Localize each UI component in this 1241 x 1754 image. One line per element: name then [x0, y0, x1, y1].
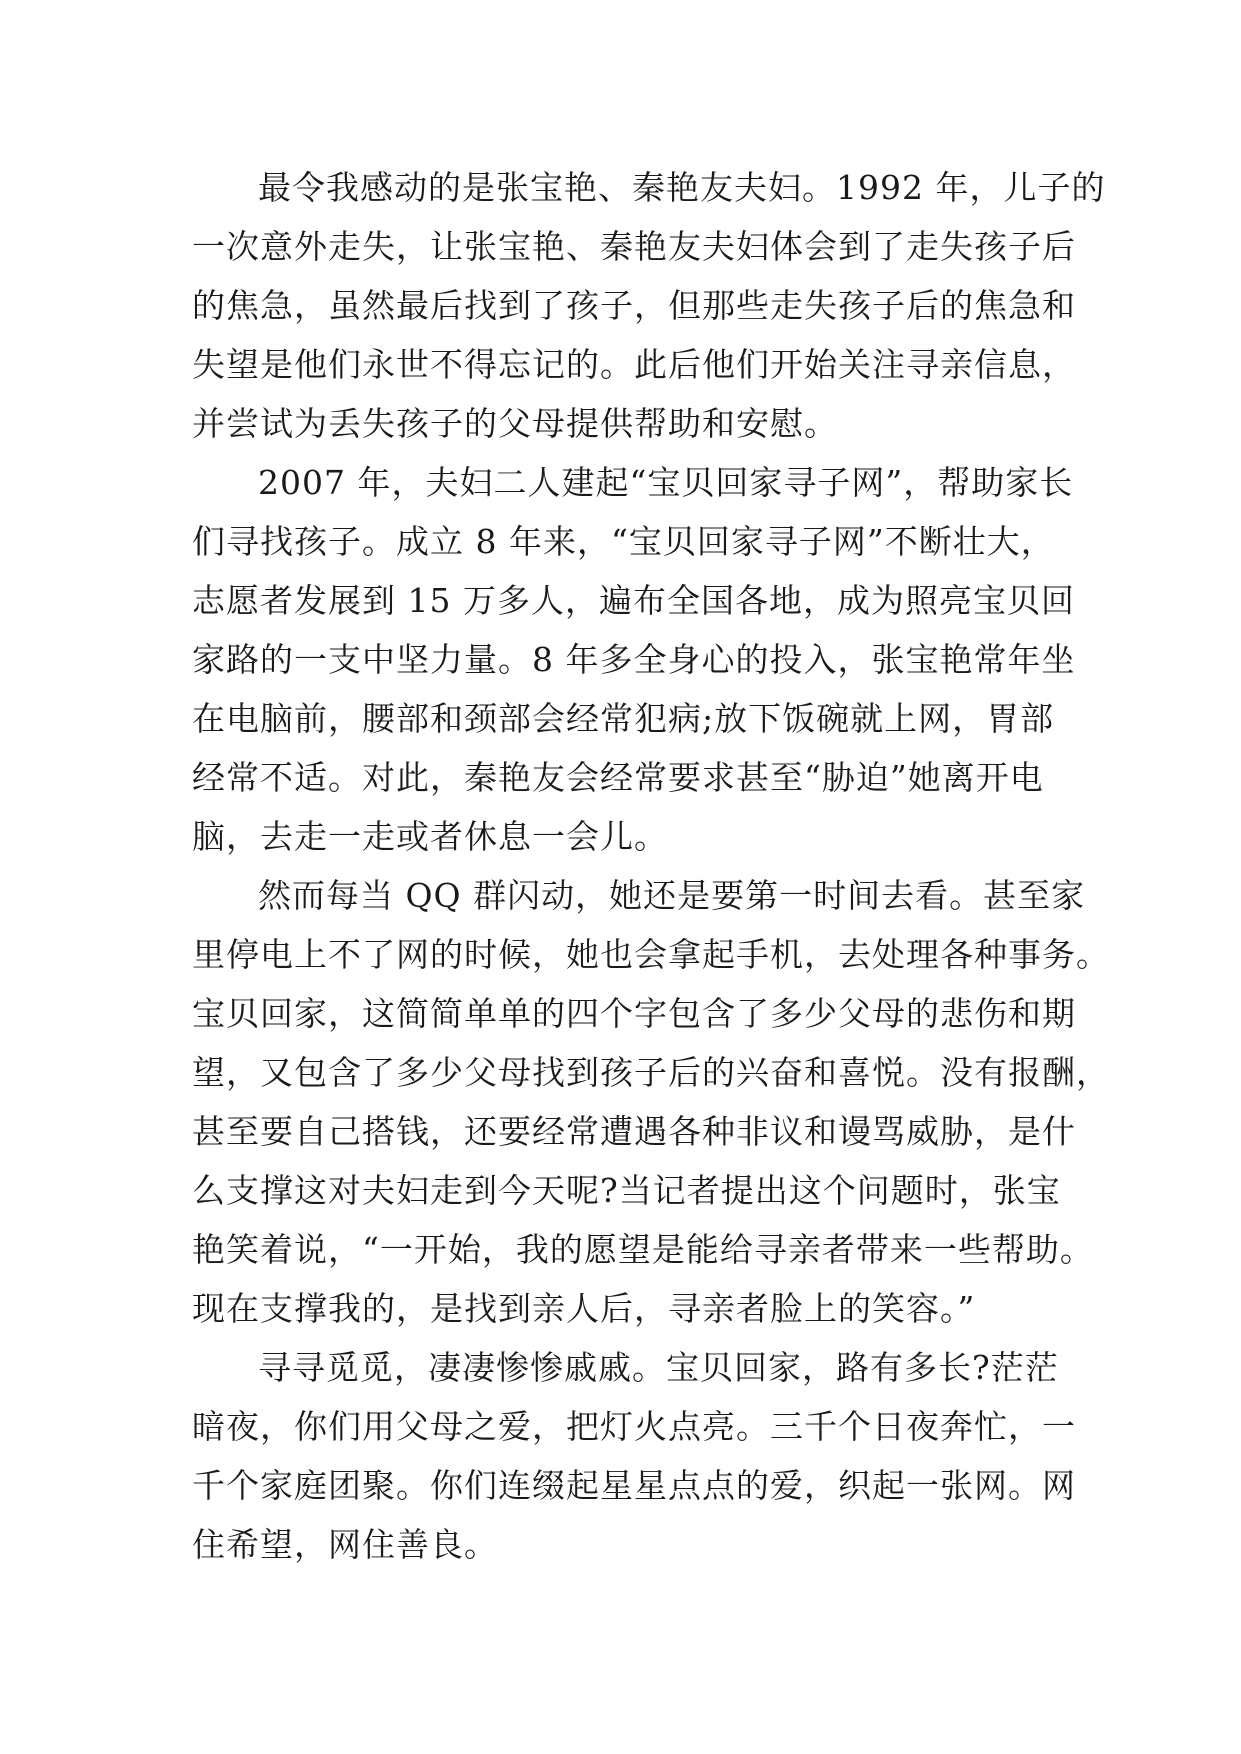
text-line: 志愿者发展到 15 万多人，遍布全国各地，成为照亮宝贝回 — [192, 581, 1075, 620]
text-line: 望，又包含了多少父母找到孩子后的兴奋和喜悦。没有报酬， — [192, 1053, 1110, 1092]
text-line: 在电脑前，腰部和颈部会经常犯病;放下饭碗就上网，胃部 — [192, 699, 1055, 738]
text-line: 里停电上不了网的时候，她也会拿起手机，去处理各种事务。 — [192, 935, 1110, 974]
paragraph-3 — [192, 866, 1110, 1338]
paragraph-2 — [192, 453, 1076, 866]
text-line: 并尝试为丢失孩子的父母提供帮助和安慰。 — [192, 404, 838, 443]
text-line: 一次意外走失，让张宝艳、秦艳友夫妇体会到了走失孩子后 — [192, 227, 1076, 266]
text-line: 寻寻觅觅，凄凄惨惨戚戚。宝贝回家，路有多长?茫茫 — [258, 1348, 1059, 1387]
text-line: 2007 年，夫妇二人建起“宝贝回家寻子网”，帮助家长 — [258, 463, 1074, 502]
text-line: 失望是他们永世不得忘记的。此后他们开始关注寻亲信息， — [192, 345, 1076, 384]
text-line: 住希望，网住善良。 — [192, 1525, 498, 1564]
document-body — [192, 158, 1110, 1574]
text-line: 脑，去走一走或者休息一会儿。 — [192, 817, 668, 856]
text-line: 们寻找孩子。成立 8 年来，“宝贝回家寻子网”不断壮大， — [192, 522, 1055, 561]
paragraph-1 — [192, 158, 1106, 453]
paragraph-4 — [192, 1338, 1076, 1574]
text-line: 家路的一支中坚力量。8 年多全身心的投入，张宝艳常年坐 — [192, 640, 1076, 679]
text-line: 然而每当 QQ 群闪动，她还是要第一时间去看。甚至家 — [258, 876, 1086, 915]
text-line: 的焦急，虽然最后找到了孩子，但那些走失孩子后的焦急和 — [192, 286, 1076, 325]
text-line: 艳笑着说，“一开始，我的愿望是能给寻亲者带来一些帮助。 — [192, 1230, 1094, 1269]
text-line: 甚至要自己搭钱，还要经常遭遇各种非议和谩骂威胁，是什 — [192, 1112, 1076, 1151]
text-line: 宝贝回家，这简简单单的四个字包含了多少父母的悲伤和期 — [192, 994, 1076, 1033]
text-line: 最令我感动的是张宝艳、秦艳友夫妇。1992 年，儿子的 — [258, 168, 1106, 207]
text-line: 么支撑这对夫妇走到今天呢?当记者提出这个问题时，张宝 — [192, 1171, 1061, 1210]
text-line: 经常不适。对此，秦艳友会经常要求甚至“胁迫”她离开电 — [192, 758, 1044, 797]
text-line: 暗夜，你们用父母之爱，把灯火点亮。三千个日夜奔忙，一 — [192, 1407, 1076, 1446]
text-line: 千个家庭团聚。你们连缀起星星点点的爱，织起一张网。网 — [192, 1466, 1076, 1505]
text-line: 现在支撑我的，是找到亲人后，寻亲者脸上的笑容。” — [192, 1289, 976, 1328]
